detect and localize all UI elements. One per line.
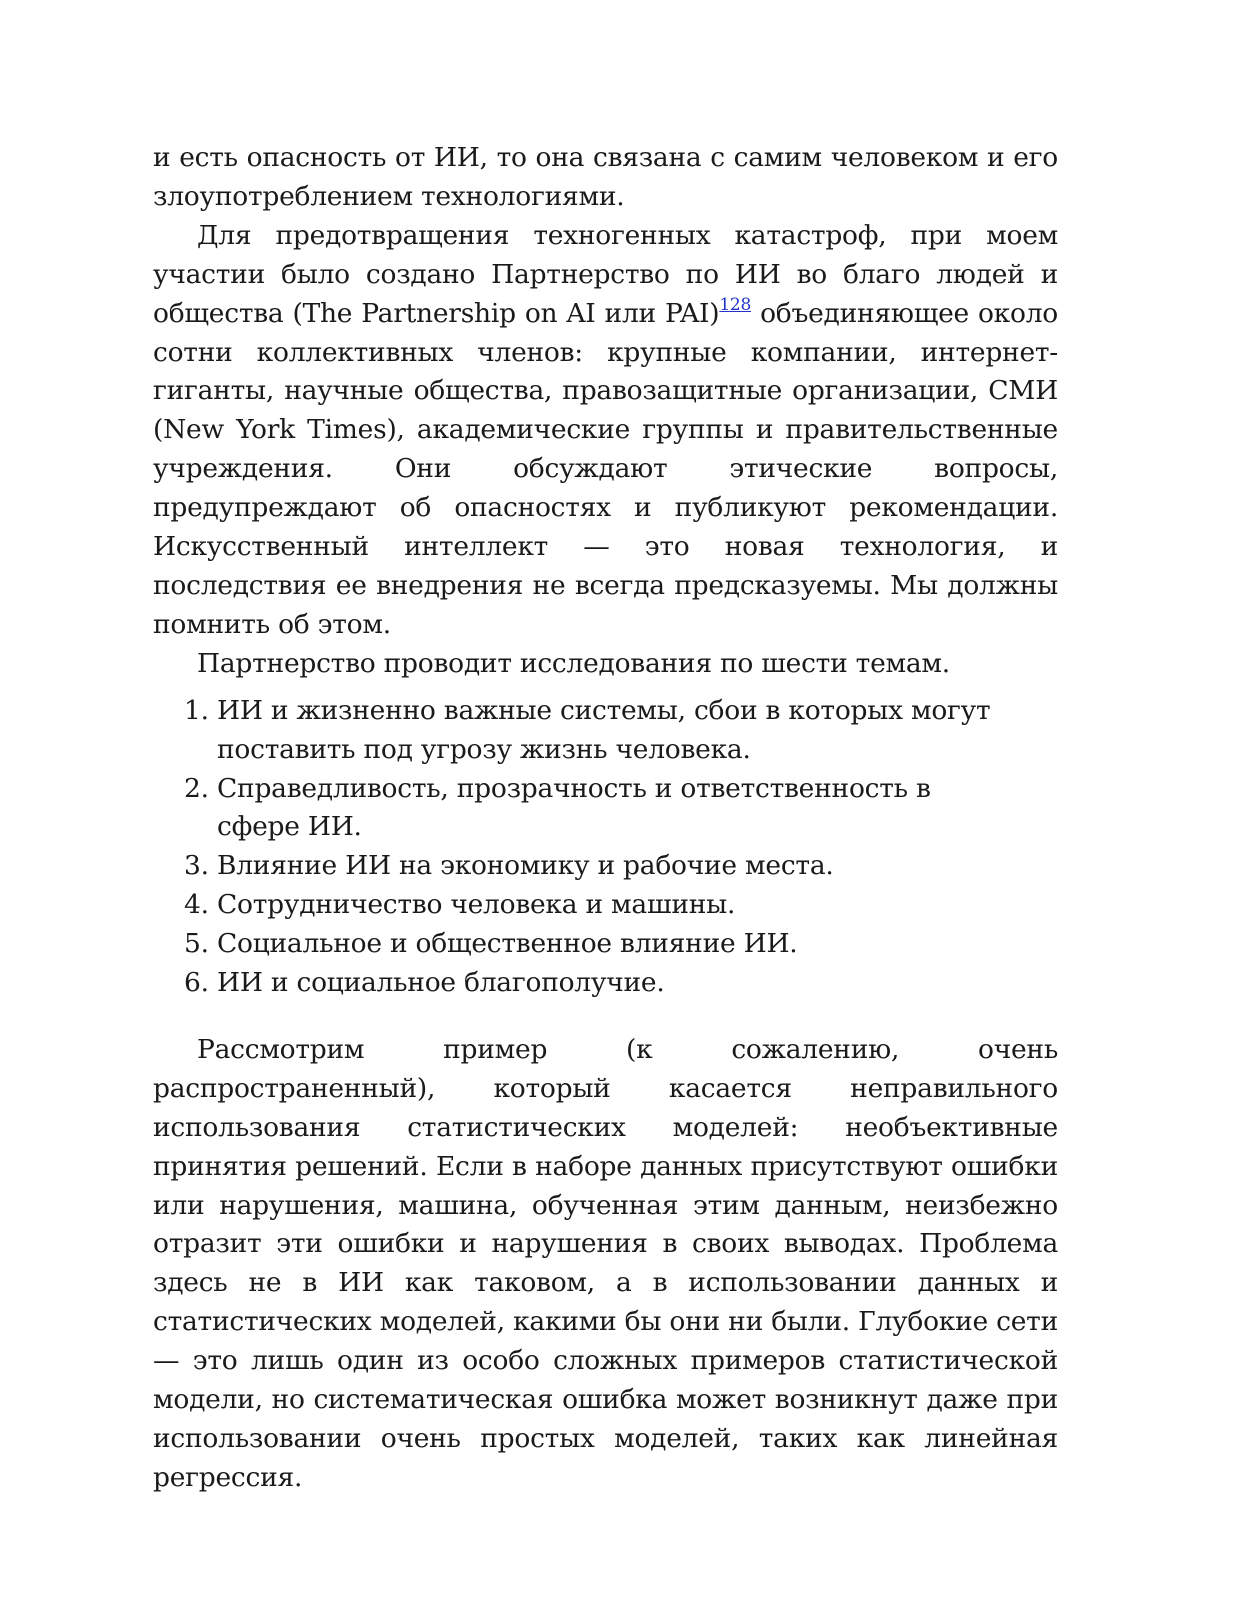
list-item: 4. Сотрудничество человека и машины. xyxy=(217,886,1007,925)
paragraph-continuation: и есть опасность от ИИ, то она связана с самим человеком и его злоупотреблением технологиями. xyxy=(153,142,1058,212)
paragraph-partnership-end: объединяющее около сотни коллективных членов: крупные компании, интернет-гиганты, научные общества, правозащитные организации, СМИ (New York Times), академические группы и правительственные учреждения. Они обсуждают этические вопросы, предупреждают об опасностях и публикуют рекомендации. Искусственный интеллект — это новая технология, и последствия ее внедрения не всегда предсказуемы. Мы должны помнить об этом. xyxy=(153,297,1058,640)
list-item: 6. ИИ и социальное благополучие. xyxy=(217,964,1007,1003)
page-text xyxy=(153,139,1058,1498)
list-item: 2. Справедливость, прозрачность и ответственность в сфере ИИ. xyxy=(217,770,1007,848)
list-item: 3. Влияние ИИ на экономику и рабочие места. xyxy=(217,847,1007,886)
paragraph-topics-intro: Партнерство проводит исследования по шести темам. xyxy=(197,647,950,679)
section-spacer xyxy=(153,1003,1058,1031)
paragraph-partnership xyxy=(153,217,1058,645)
list-item: 5. Социальное и общественное влияние ИИ. xyxy=(217,925,1007,964)
list-item: 1. ИИ и жизненно важные системы, сбои в которых могут поставить под угрозу жизнь человека. xyxy=(217,692,1007,770)
topics-list xyxy=(153,692,1007,1003)
footnote-link[interactable]: 128 xyxy=(719,294,752,315)
paragraph-bias-example: Рассмотрим пример (к сожалению, очень распространенный), который касается неправильного использования статистических моделей: необъективные принятия решений. Если в наборе данных присутствуют ошибки или нарушения, машина, обученная этим данным, неизбежно отразит эти ошибки и нарушения в своих выводах. Проблема здесь не в ИИ как таковом, а в использовании данных и статистических моделей, какими бы они ни были. Глубокие сети — это лишь один из особо сложных примеров статистической модели, но систематическая ошибка может возникнут даже при использовании очень простых моделей, таких как линейная регрессия. xyxy=(153,1033,1058,1493)
paragraph-partnership-start: Для предотвращения техногенных катастроф, при моем участии было создано Партнерство по ИИ во благо людей и общества (The Partnership on AI или PAI) xyxy=(153,219,1058,329)
